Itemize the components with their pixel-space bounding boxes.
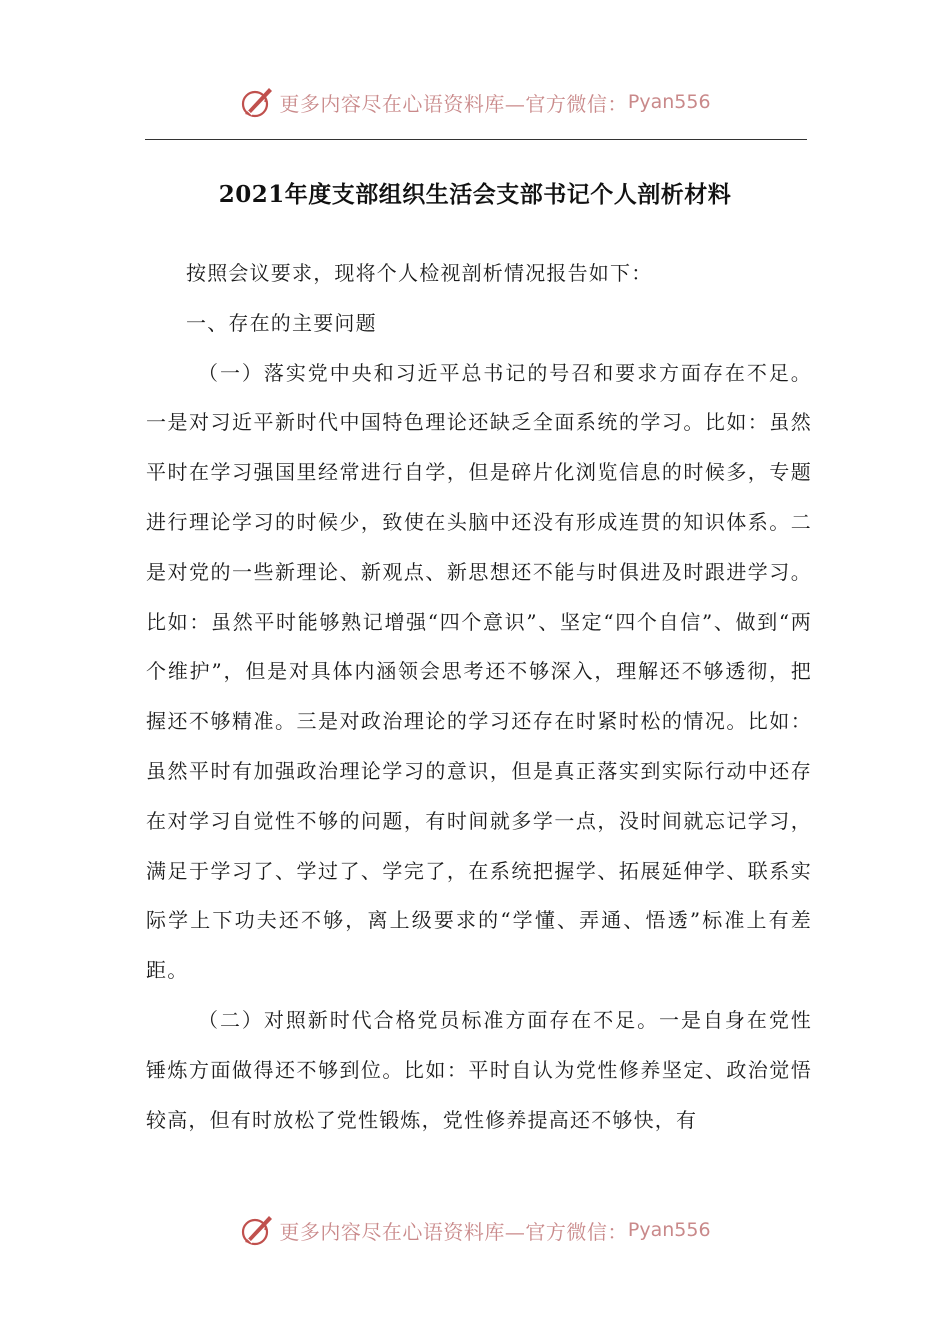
paragraph-section-1: （一）落实党中央和习近平总书记的号召和要求方面存在不足。一是对习近平新时代中国特色理论还缺乏全面系统的学习。比如：虽然平时在学习强国里经常进行自学，但是碎片化浏览信息的时候多，专题进行理论学习的时候少，致使在头脑中还没有形成连贯的知识体系。二是对党的一些新理论、新观点、新思想还不能与时俱进及时跟进学习。比如：虽然平时能够熟记增强“四个意识”、坚定“四个自信”、做到“两个维护”，但是对具体内涵领会思考还不够深入，理解还不够透彻，把握还不够精准。三是对政治理论的学习还存在时紧时松的情况。比如：虽然平时有加强政治理论学习的意识，但是真正落实到实际行动中还存在对学习自觉性不够的问题，有时间就多学一点，没时间就忘记学习，满足于学习了、学过了、学完了，在系统把握学、拓展延伸学、联系实际学上下功夫还不够，离上级要求的“学懂、弄通、悟透”标准上有差距。 [146, 360, 812, 983]
quill-pen-icon [239, 1212, 275, 1248]
section-heading: 一、存在的主要问题 [186, 310, 377, 335]
footer-banner-text: 更多内容尽在心语资料库—官方微信： [279, 1219, 628, 1244]
header-banner [0, 82, 950, 122]
footer-banner [0, 1210, 950, 1250]
quill-pen-icon [239, 84, 275, 120]
document-body [146, 249, 812, 1145]
header-banner-wechat: Pyan556 [627, 91, 711, 113]
footer-banner-wechat: Pyan556 [627, 1219, 711, 1241]
paragraph-section-2: （二）对照新时代合格党员标准方面存在不足。一是自身在党性锤炼方面做得还不够到位。比如：平时自认为党性修养坚定、政治觉悟较高，但有时放松了党性锻炼，党性修养提高还不够快，有 [146, 1007, 812, 1132]
paragraph-intro: 按照会议要求，现将个人检视剖析情况报告如下： [186, 261, 653, 285]
document-title: 2021年度支部组织生活会支部书记个人剖析材料 [218, 181, 732, 208]
header-divider [145, 139, 807, 140]
header-banner-text: 更多内容尽在心语资料库—官方微信： [279, 91, 628, 116]
